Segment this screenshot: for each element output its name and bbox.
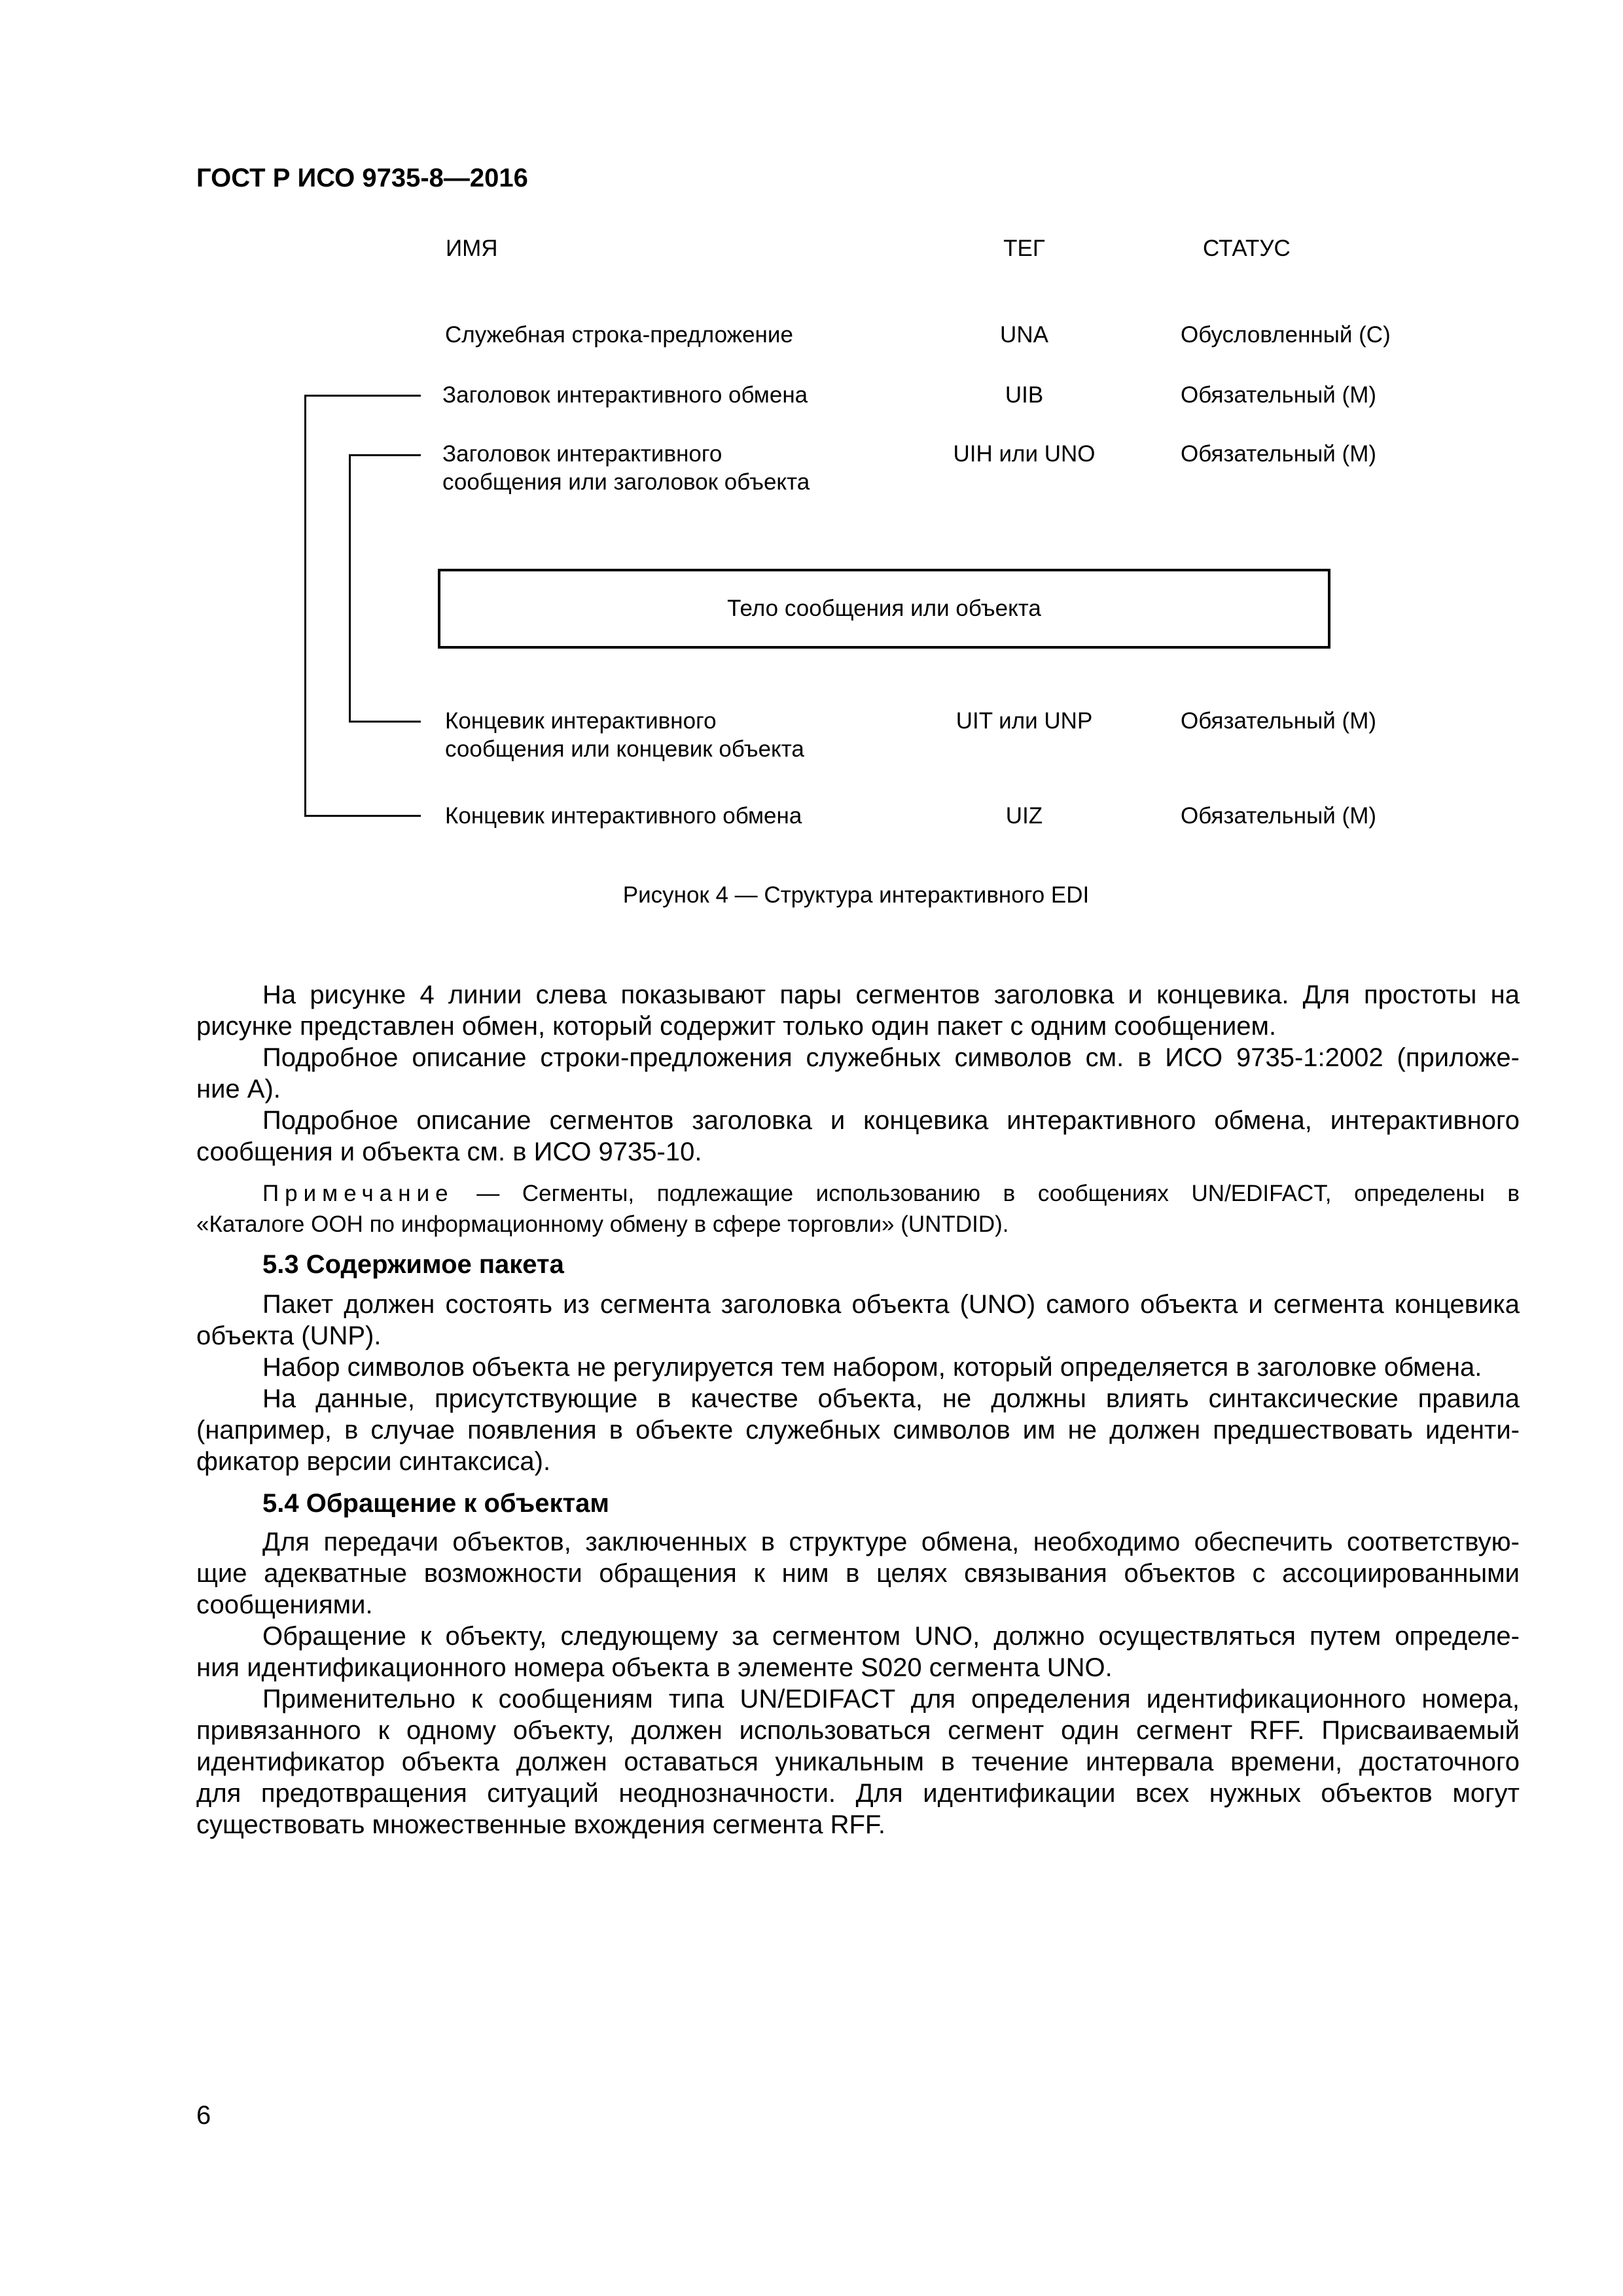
note <box>196 1178 1520 1240</box>
paragraph-line: Для передачи объектов, заключенных в структуре обмена, необходимо обеспечить соответствую- <box>262 1528 1520 1556</box>
page-number: 6 <box>196 2101 211 2130</box>
section-5-3-paragraphs <box>196 1289 1520 1477</box>
row-status: Обязательный (М) <box>1181 803 1377 829</box>
column-header-tag: ТЕГ <box>1003 236 1045 261</box>
row-name: сообщения или заголовок объекта <box>442 469 810 495</box>
section-5-4-paragraphs <box>196 1526 1520 1840</box>
paragraph-line: ния идентификационного номера объекта в элементе S020 сегмента UNO. <box>196 1653 1113 1682</box>
paragraph-line: щие адекватные возможности обращения к ним в целях связывания объектов с ассоциированными <box>196 1559 1520 1588</box>
column-header-status: СТАТУС <box>1203 236 1291 261</box>
row-name: Концевик интерактивного обмена <box>445 803 802 829</box>
paragraph-line: Подробное описание строки-предложения служебных символов см. в ИСО 9735-1:2002 (приложе- <box>262 1043 1520 1072</box>
row-name: Концевик интерактивного <box>445 708 717 734</box>
message-bracket-bottom <box>349 721 421 723</box>
row-status: Обязательный (М) <box>1181 441 1377 467</box>
paragraph-line: сообщениями. <box>196 1590 373 1619</box>
figure-caption: Рисунок 4 — Структура интерактивного EDI <box>622 882 1090 908</box>
paragraph-line: ние А). <box>196 1075 281 1103</box>
message-body-box <box>438 569 1330 649</box>
paragraph-line: На данные, присутствующие в качестве объекта, не должны влиять синтаксические правила <box>262 1384 1520 1413</box>
note-line: «Каталоге ООН по информационному обмену в сфере торговли» (UNTDID). <box>196 1211 1009 1237</box>
row-name: сообщения или концевик объекта <box>445 736 804 762</box>
paragraph-line: объекта (UNP). <box>196 1321 382 1350</box>
row-name: Служебная строка-предложение <box>445 322 793 348</box>
paragraph-line: Обращение к объекту, следующему за сегментом UNO, должно осуществляться путем определе- <box>262 1622 1520 1651</box>
column-header-name: ИМЯ <box>446 236 498 261</box>
note-label: Примечание <box>262 1181 454 1206</box>
row-status: Обязательный (М) <box>1181 382 1377 408</box>
paragraph-line: Применительно к сообщениям типа UN/EDIFACT для определения идентификационного номера, <box>262 1685 1520 1713</box>
paragraph-line: сообщения и объекта см. в ИСО 9735-10. <box>196 1138 702 1166</box>
interchange-bracket-bottom <box>304 815 421 817</box>
message-body-label: Тело сообщения или объекта <box>727 596 1041 621</box>
message-bracket-top <box>349 454 421 456</box>
document-code-header: ГОСТ Р ИСО 9735-8—2016 <box>196 164 528 192</box>
note-text: — Сегменты, подлежащие использованию в сообщениях UN/EDIFACT, определены в <box>476 1181 1520 1206</box>
intro-paragraphs <box>196 979 1520 1168</box>
paragraph-line: рисунке представлен обмен, который содержит только один пакет с одним сообщением. <box>196 1012 1277 1041</box>
message-bracket-line <box>349 454 351 723</box>
paragraph-line: Пакет должен состоять из сегмента заголовка объекта (UNO) самого объекта и сегмента концевика <box>262 1290 1520 1319</box>
row-tag: UIB <box>1005 382 1044 408</box>
paragraph-line: привязанного к одному объекту, должен использоваться сегмент один сегмент RFF. Присваиваемый <box>196 1716 1520 1745</box>
row-status: Обязательный (М) <box>1181 708 1377 734</box>
paragraph-line: Набор символов объекта не регулируется тем набором, который определяется в заголовке обмена. <box>262 1353 1482 1382</box>
section-heading-5-4: 5.4 Обращение к объектам <box>262 1489 609 1518</box>
paragraph-line: идентификатор объекта должен оставаться уникальным в течение интервала времени, достаточного <box>196 1748 1520 1776</box>
row-name: Заголовок интерактивного обмена <box>442 382 808 408</box>
paragraph-line: Подробное описание сегментов заголовка и концевика интерактивного обмена, интерактивного <box>262 1106 1520 1135</box>
row-tag: UIH или UNO <box>953 441 1096 467</box>
row-name: Заголовок интерактивного <box>442 441 722 467</box>
row-tag: UNA <box>1000 322 1048 348</box>
interchange-bracket-line <box>304 395 306 817</box>
paragraph-line: для предотвращения ситуаций неоднозначности. Для идентификации всех нужных объектов могут <box>196 1779 1520 1808</box>
section-heading-5-3: 5.3 Содержимое пакета <box>262 1250 564 1279</box>
paragraph-line: существовать множественные вхождения сегмента RFF. <box>196 1810 886 1839</box>
paragraph-line: На рисунке 4 линии слева показывают пары сегментов заголовка и концевика. Для простоты на <box>262 980 1520 1009</box>
interchange-bracket-top <box>304 395 421 397</box>
paragraph-line: (например, в случае появления в объекте служебных символов им не должен предшествовать иденти- <box>196 1416 1520 1444</box>
note-line <box>196 1178 1520 1209</box>
row-tag: UIZ <box>1005 803 1043 829</box>
paragraph-line: фикатор версии синтаксиса). <box>196 1447 551 1476</box>
row-status: Обусловленный (С) <box>1181 322 1391 348</box>
row-tag: UIT или UNP <box>955 708 1093 734</box>
